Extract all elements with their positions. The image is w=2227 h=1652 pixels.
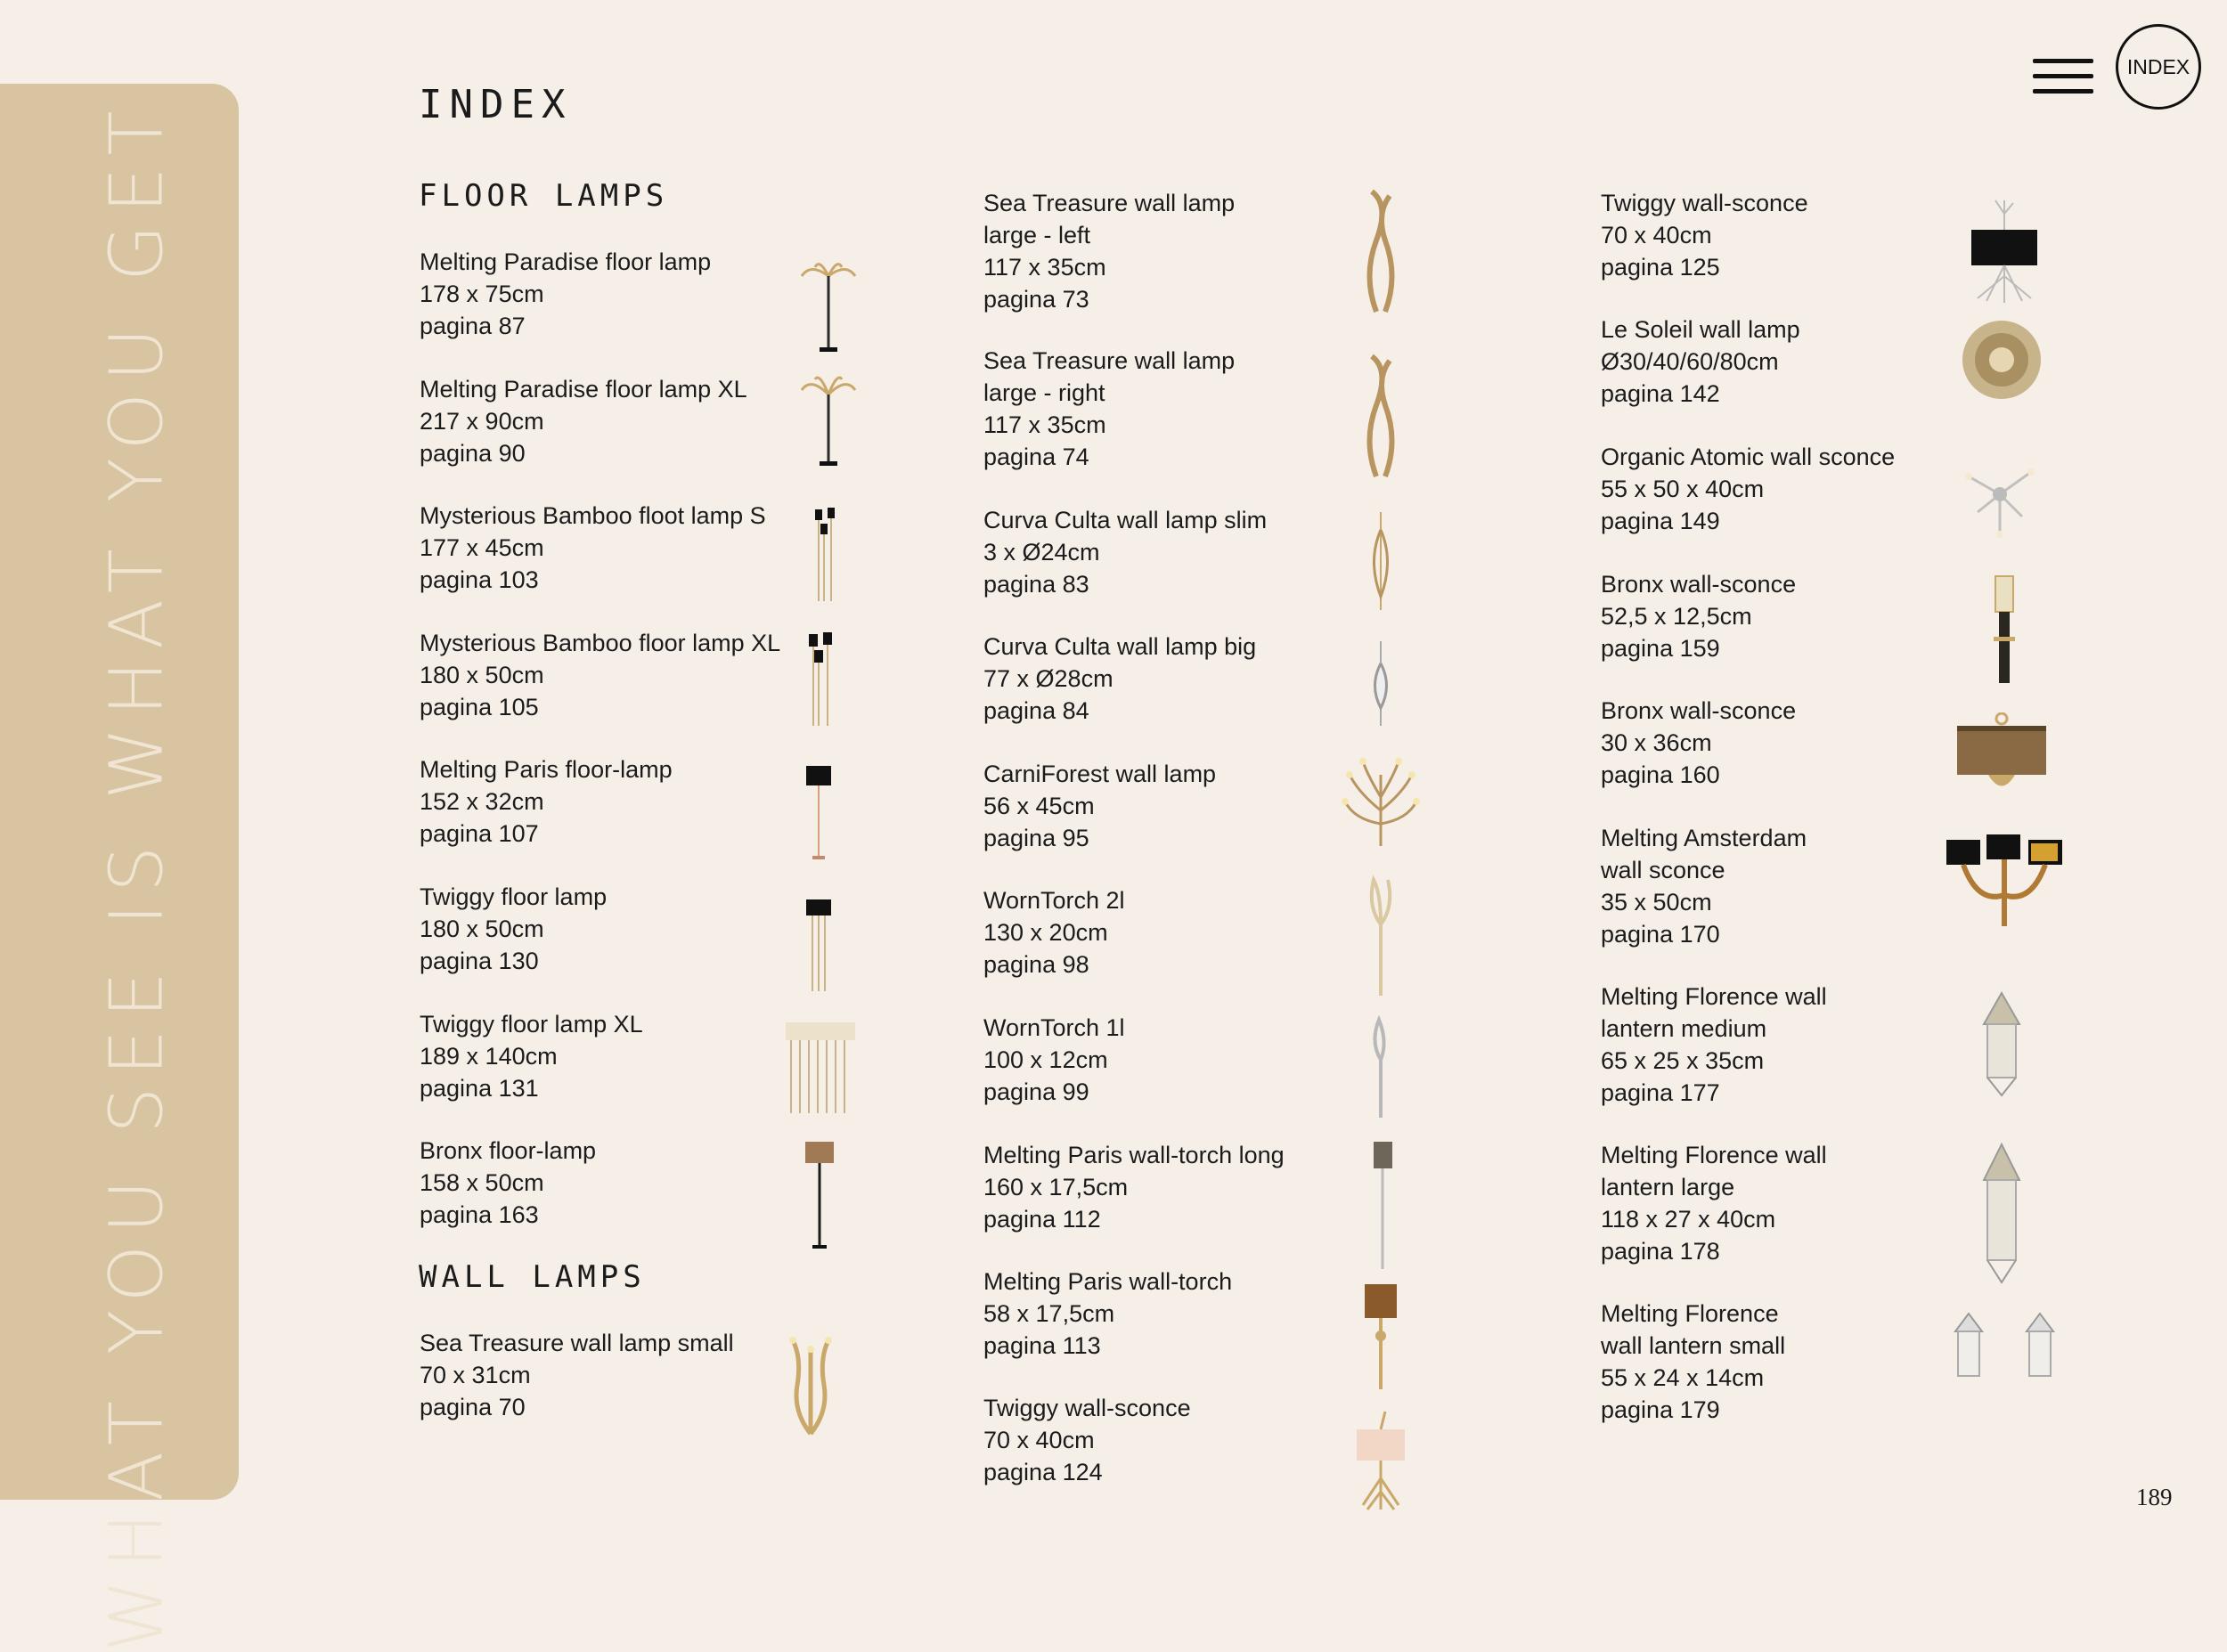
item-name-line2: lantern large: [1601, 1174, 1735, 1200]
item-page: pagina 84: [983, 697, 1089, 724]
item-page: pagina 70: [420, 1394, 526, 1420]
item-size: 65 x 25 x 35cm: [1601, 1047, 1765, 1074]
product-thumbnail: [1372, 1140, 1394, 1274]
product-thumbnail: [1964, 196, 2044, 307]
product-thumbnail: [1973, 1140, 2031, 1287]
hamburger-icon[interactable]: [2033, 59, 2093, 94]
item-size: Ø30/40/60/80cm: [1601, 348, 1779, 375]
item-page: pagina 142: [1601, 380, 1720, 407]
list-item[interactable]: [420, 373, 747, 469]
list-item[interactable]: [1601, 822, 1807, 950]
item-name: Bronx wall-sconce: [1601, 697, 1797, 724]
product-thumbnail: [1986, 574, 2022, 690]
item-size: 152 x 32cm: [420, 788, 544, 815]
item-page: pagina 149: [1601, 508, 1720, 534]
item-page: pagina 99: [983, 1078, 1089, 1105]
item-size: 189 x 140cm: [420, 1043, 558, 1070]
list-item[interactable]: [983, 758, 1216, 854]
product-thumbnail: [797, 372, 860, 470]
item-size: 180 x 50cm: [420, 662, 544, 688]
list-item[interactable]: [1601, 1298, 1785, 1426]
item-page: pagina 90: [420, 440, 526, 467]
item-name: Twiggy wall-sconce: [1601, 190, 1808, 216]
item-page: pagina 87: [420, 313, 526, 339]
product-thumbnail: [1367, 512, 1394, 614]
item-size: 130 x 20cm: [983, 919, 1108, 946]
list-item[interactable]: [420, 1327, 734, 1423]
item-name: WornTorch 2l: [983, 887, 1125, 914]
product-thumbnail: [1960, 318, 2044, 403]
page-number: 189: [2136, 1484, 2173, 1510]
list-item[interactable]: [420, 1135, 596, 1231]
item-name: Bronx wall-sconce: [1601, 571, 1797, 598]
item-page: pagina 103: [420, 566, 539, 593]
index-button[interactable]: INDEX: [2116, 24, 2201, 110]
product-thumbnail: [802, 632, 846, 730]
item-size: 56 x 45cm: [983, 793, 1095, 819]
list-item[interactable]: [1601, 187, 1808, 283]
product-thumbnail: [1367, 641, 1394, 730]
item-name: Mysterious Bamboo floot lamp S: [420, 502, 766, 529]
item-name: Melting Florence wall: [1601, 983, 1827, 1010]
item-page: pagina 130: [420, 948, 539, 974]
item-page: pagina 131: [420, 1075, 539, 1102]
list-item[interactable]: [420, 881, 607, 977]
item-name: Curva Culta wall lamp big: [983, 633, 1257, 660]
item-page: pagina 125: [1601, 254, 1720, 281]
list-item[interactable]: [1601, 981, 1827, 1109]
product-thumbnail: [1358, 187, 1403, 316]
item-name: Sea Treasure wall lamp small: [420, 1330, 734, 1356]
item-size: 100 x 12cm: [983, 1046, 1108, 1073]
item-page: pagina 177: [1601, 1079, 1720, 1106]
item-size: 55 x 50 x 40cm: [1601, 476, 1765, 502]
item-name: Sea Treasure wall lamp: [983, 190, 1236, 216]
item-page: pagina 107: [420, 820, 539, 847]
item-size: 117 x 35cm: [983, 411, 1106, 438]
product-thumbnail: [802, 898, 837, 996]
page-title: INDEX: [419, 82, 573, 127]
item-page: pagina 178: [1601, 1238, 1720, 1265]
list-item[interactable]: [1601, 313, 1800, 410]
product-thumbnail: [806, 508, 851, 606]
item-page: pagina 74: [983, 444, 1089, 470]
item-size: 3 x Ø24cm: [983, 539, 1100, 566]
item-size: 160 x 17,5cm: [983, 1174, 1129, 1200]
item-name: Bronx floor-lamp: [420, 1137, 597, 1164]
item-size: 177 x 45cm: [420, 534, 544, 561]
product-thumbnail: [1350, 1407, 1412, 1514]
product-thumbnail: [784, 1331, 837, 1438]
list-item[interactable]: [983, 1012, 1125, 1108]
item-page: pagina 160: [1601, 761, 1720, 788]
item-name: Melting Florence wall: [1601, 1142, 1827, 1168]
item-name-line2: large - left: [983, 222, 1091, 248]
list-item[interactable]: [420, 500, 766, 596]
product-thumbnail: [802, 1140, 837, 1251]
item-name: Sea Treasure wall lamp: [983, 347, 1236, 374]
list-item[interactable]: [983, 1392, 1191, 1488]
product-thumbnail: [782, 1015, 859, 1118]
list-item[interactable]: [420, 1008, 643, 1104]
item-size: 55 x 24 x 14cm: [1601, 1364, 1765, 1391]
item-name: Melting Florence: [1601, 1300, 1779, 1327]
product-thumbnail: [1973, 989, 2031, 1100]
product-thumbnail: [1363, 1015, 1399, 1122]
product-thumbnail: [1341, 757, 1421, 855]
product-thumbnail: [1363, 1282, 1399, 1394]
item-size: 180 x 50cm: [420, 916, 544, 942]
item-name: WornTorch 1l: [983, 1014, 1125, 1041]
item-page: pagina 163: [420, 1201, 539, 1228]
item-size: 70 x 40cm: [1601, 222, 1712, 248]
item-size: 77 x Ø28cm: [983, 665, 1114, 692]
item-name-line2: wall sconce: [1601, 857, 1725, 883]
section-heading-floor-lamps: FLOOR LAMPS: [419, 178, 669, 214]
list-item[interactable]: [983, 187, 1235, 315]
item-size: 30 x 36cm: [1601, 729, 1712, 756]
product-thumbnail: [1953, 712, 2051, 802]
item-size: 178 x 75cm: [420, 281, 544, 307]
list-item[interactable]: [983, 631, 1256, 727]
item-name: Melting Paradise floor lamp: [420, 248, 712, 275]
list-item[interactable]: [1601, 1139, 1827, 1267]
item-name: Melting Paris wall-torch long: [983, 1142, 1285, 1168]
item-page: pagina 83: [983, 571, 1089, 598]
item-size: 52,5 x 12,5cm: [1601, 603, 1752, 630]
item-name: Twiggy floor lamp XL: [420, 1011, 643, 1038]
product-thumbnail: [1363, 871, 1399, 1000]
item-name: Melting Paris floor-lamp: [420, 756, 673, 783]
product-thumbnail: [797, 258, 860, 356]
list-item[interactable]: [1601, 441, 1895, 537]
list-item[interactable]: [1601, 695, 1796, 791]
product-thumbnail: [1960, 450, 2040, 539]
item-name: Twiggy floor lamp: [420, 883, 608, 910]
item-size: 118 x 27 x 40cm: [1601, 1206, 1776, 1233]
product-thumbnail: [1358, 352, 1403, 481]
item-size: 70 x 40cm: [983, 1427, 1095, 1453]
item-name: Twiggy wall-sconce: [983, 1395, 1191, 1421]
item-page: pagina 170: [1601, 921, 1720, 948]
item-page: pagina 179: [1601, 1396, 1720, 1423]
item-name: Curva Culta wall lamp slim: [983, 507, 1268, 533]
item-name: Melting Paris wall-torch: [983, 1268, 1233, 1295]
list-item[interactable]: [420, 753, 673, 850]
list-item[interactable]: [983, 1139, 1285, 1235]
item-name-line2: large - right: [983, 379, 1105, 406]
item-size: 70 x 31cm: [420, 1362, 531, 1388]
section-heading-wall-lamps: WALL LAMPS: [419, 1259, 646, 1295]
item-name: Le Soleil wall lamp: [1601, 316, 1800, 343]
list-item[interactable]: [420, 246, 711, 342]
item-size: 217 x 90cm: [420, 408, 544, 435]
item-size: 117 x 35cm: [983, 254, 1106, 281]
list-item[interactable]: [983, 1265, 1232, 1362]
item-size: 35 x 50cm: [1601, 889, 1712, 916]
item-name-line2: wall lantern small: [1601, 1332, 1786, 1359]
product-thumbnail: [1942, 833, 2067, 931]
item-name: Organic Atomic wall sconce: [1601, 444, 1896, 470]
item-page: pagina 113: [983, 1332, 1101, 1359]
item-name: CarniForest wall lamp: [983, 761, 1217, 787]
list-item[interactable]: [983, 345, 1235, 473]
item-page: pagina 112: [983, 1206, 1101, 1233]
sidebar-tagline: WHAT YOU SEE IS WHAT YOU GET: [94, 99, 180, 1652]
item-page: pagina 159: [1601, 635, 1720, 662]
item-name: Melting Paradise floor lamp XL: [420, 376, 747, 403]
sidebar-tab: [0, 84, 239, 1652]
product-thumbnail: [802, 764, 837, 862]
item-size: 58 x 17,5cm: [983, 1300, 1115, 1327]
item-page: pagina 73: [983, 286, 1089, 313]
item-name-line2: lantern medium: [1601, 1015, 1767, 1042]
item-name: Mysterious Bamboo floor lamp XL: [420, 630, 781, 656]
item-size: 158 x 50cm: [420, 1169, 544, 1196]
item-page: pagina 98: [983, 951, 1089, 978]
list-item[interactable]: [983, 884, 1125, 981]
list-item[interactable]: [983, 504, 1267, 600]
item-name: Melting Amsterdam: [1601, 825, 1807, 851]
item-page: pagina 124: [983, 1459, 1103, 1485]
item-page: pagina 95: [983, 825, 1089, 851]
list-item[interactable]: [420, 627, 780, 723]
item-page: pagina 105: [420, 694, 539, 720]
list-item[interactable]: [1601, 568, 1796, 664]
product-thumbnail: [1951, 1309, 2058, 1403]
